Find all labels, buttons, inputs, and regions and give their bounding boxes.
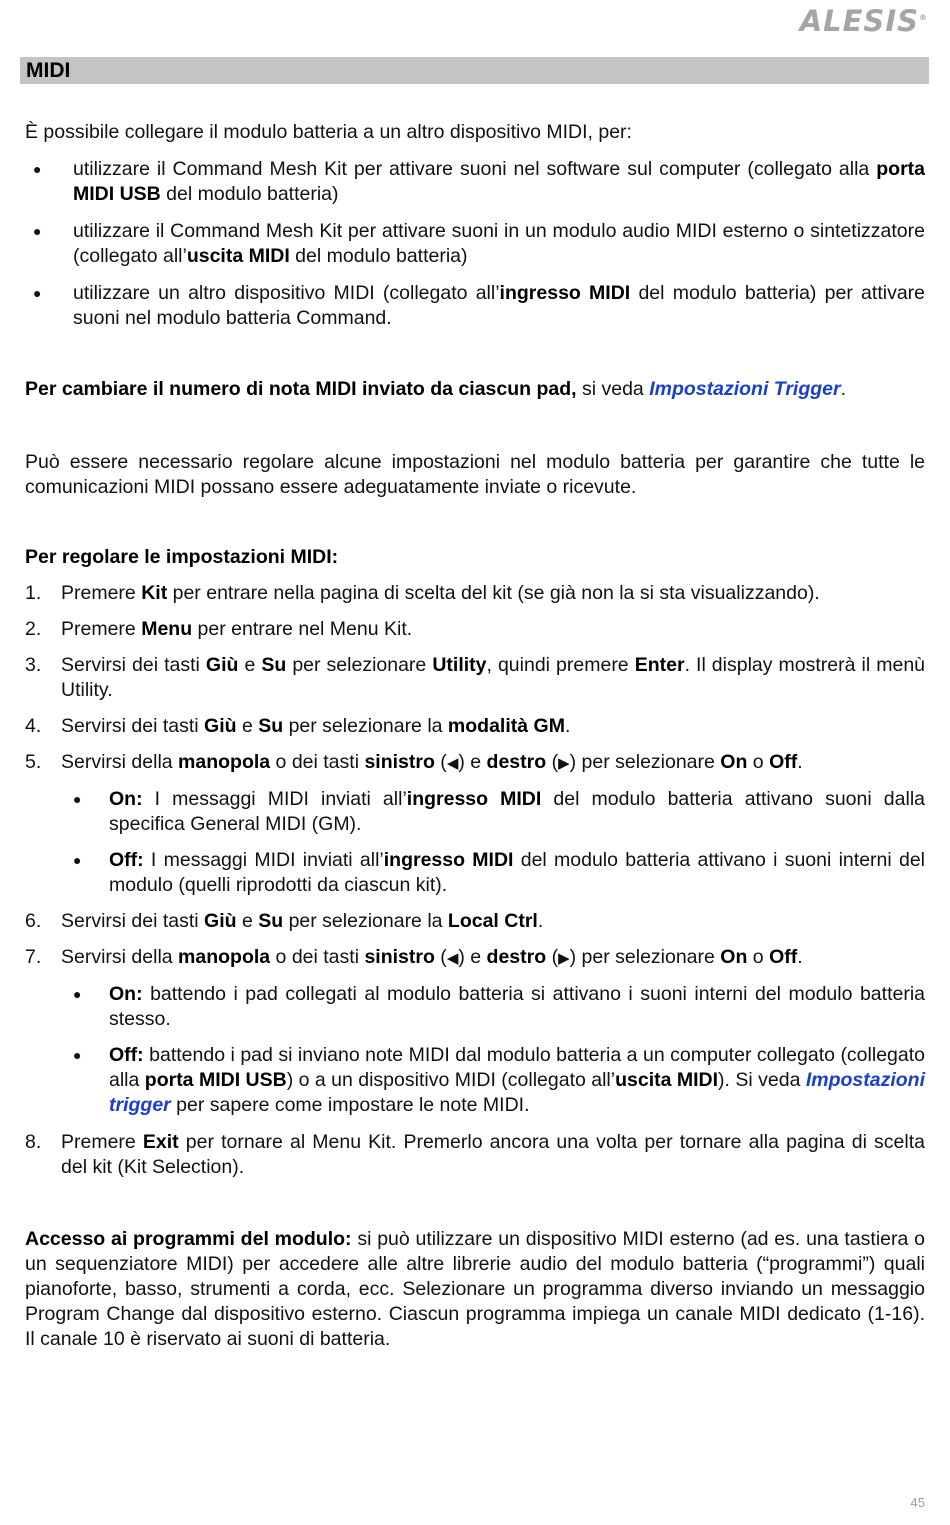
settings-note-paragraph xyxy=(25,450,925,500)
text-run: e xyxy=(238,654,262,676)
text-run: . xyxy=(564,715,571,737)
text-run: . xyxy=(537,910,544,932)
text-run: battendo i pad si inviano note MIDI dal modulo batteria a un computer collegato (collegato alla xyxy=(109,1044,925,1091)
step-7 xyxy=(25,945,925,971)
intro-paragraph xyxy=(25,120,925,145)
trigger-settings-link[interactable]: Impostazioni Trigger xyxy=(649,378,841,400)
brand-logo xyxy=(800,6,928,36)
bold-term: Local Ctrl xyxy=(447,910,538,932)
text-run: ) e xyxy=(458,946,487,968)
bullet-text xyxy=(73,157,925,207)
step-number: 5. xyxy=(25,751,42,773)
step-7-off-option xyxy=(25,1043,925,1118)
bold-term: On: xyxy=(109,983,143,1005)
step-5-on-option xyxy=(25,787,925,837)
text-run: o xyxy=(747,751,770,773)
bold-term: uscita MIDI xyxy=(186,245,290,267)
sub-bullet-text xyxy=(109,787,925,837)
right-arrow-icon: ▶ xyxy=(558,950,570,967)
text-run: I messaggi MIDI inviati all’ xyxy=(143,849,384,871)
text-run: del modulo batteria) per attivare suoni nel modulo batteria Command. xyxy=(73,282,926,329)
text-run: per selezionare la xyxy=(283,910,448,932)
bold-term: Off xyxy=(769,751,798,773)
bold-term: destro xyxy=(486,751,547,773)
step-text xyxy=(61,1130,925,1180)
text-run: per tornare al Menu Kit. Premerlo ancora una volta per tornare alla pagina di scelta del kit (Kit Selection). xyxy=(61,1131,925,1178)
bold-term: Giù xyxy=(204,910,237,932)
step-number: 8. xyxy=(25,1131,42,1153)
step-3 xyxy=(25,653,925,703)
bold-term: Su xyxy=(258,715,284,737)
text-run: Servirsi della xyxy=(61,751,179,773)
programs-bold: Accesso ai programmi del modulo: xyxy=(25,1228,352,1250)
text-run: ). Si veda xyxy=(718,1069,806,1091)
sub-bullet-text xyxy=(109,982,925,1032)
bold-term: manopola xyxy=(178,751,271,773)
bold-term: Su xyxy=(258,910,284,932)
text-run: ( xyxy=(546,751,559,773)
section-title: MIDI xyxy=(26,59,71,82)
step-text xyxy=(61,617,925,642)
step-number: 2. xyxy=(25,618,42,640)
bold-term: porta MIDI USB xyxy=(73,158,925,205)
text-run: del modulo batteria attivano suoni dalla specifica General MIDI (GM). xyxy=(109,788,925,835)
bullet-icon: ● xyxy=(73,791,82,807)
text-run: del modulo batteria) xyxy=(289,245,468,267)
bold-term: uscita MIDI xyxy=(615,1069,719,1091)
bold-term: Off: xyxy=(109,1044,144,1066)
right-arrow-icon: ▶ xyxy=(558,755,570,772)
step-text xyxy=(61,714,925,739)
sub-bullet-text xyxy=(109,1043,925,1118)
text-run: per entrare nella pagina di scelta del kit (se già non la si sta visualizzando). xyxy=(167,582,820,604)
step-text xyxy=(61,581,925,606)
step-1 xyxy=(25,581,925,606)
bullet-icon: ● xyxy=(73,986,82,1002)
bold-term: sinistro xyxy=(364,946,435,968)
bold-term: Su xyxy=(261,654,287,676)
bold-term: Off xyxy=(769,946,798,968)
text-run: e xyxy=(236,715,259,737)
text-run: per selezionare la xyxy=(283,715,448,737)
step-text xyxy=(61,653,925,703)
text-run: ) per selezionare xyxy=(569,751,721,773)
text-run: del modulo batteria) xyxy=(160,183,339,205)
text-run: o xyxy=(747,946,770,968)
intro-bullet-1 xyxy=(25,157,925,207)
step-text xyxy=(61,945,925,971)
step-text xyxy=(61,750,925,776)
bullet-icon: ● xyxy=(73,1047,82,1063)
text-run: ( xyxy=(434,751,447,773)
intro-bullet-3 xyxy=(25,281,925,331)
step-2 xyxy=(25,617,925,642)
text-run: battendo i pad collegati al modulo batteria si attivano i suoni interni del modulo batteria stesso. xyxy=(109,983,925,1030)
bold-term: modalità GM xyxy=(447,715,565,737)
bold-term: Off: xyxy=(109,849,144,871)
text-run: utilizzare il Command Mesh Kit per attivare suoni nel software sul computer (collegato alla xyxy=(73,158,877,180)
bold-term: Kit xyxy=(141,582,168,604)
text-run: Servirsi dei tasti xyxy=(61,715,205,737)
note-change-paragraph xyxy=(25,377,925,402)
bold-term: Enter xyxy=(634,654,685,676)
programs-text: si può utilizzare un dispositivo MIDI esterno (ad es. una tastiera o un sequenziatore MIDI) per accedere alle altre librerie audio del modulo batteria (“programmi”) quali pianoforte, basso, strumenti a corda, ecc. Selezionare un programma diverso inviando un messaggio Program Change dal dispositivo esterno. Ciascun programma impiega un canale MIDI dedicato (1-16). Il canale 10 è riservato ai suoni di batteria. xyxy=(25,1228,925,1350)
intro-text: È possibile collegare il modulo batteria a un altro dispositivo MIDI, per: xyxy=(25,121,632,143)
text-run: I messaggi MIDI inviati all’ xyxy=(142,788,407,810)
steps-heading xyxy=(25,545,925,570)
text-run: . Il display mostrerà il menù Utility. xyxy=(61,654,926,701)
text-run: ( xyxy=(434,946,447,968)
bold-term: ingresso MIDI xyxy=(406,788,542,810)
bullet-icon: ● xyxy=(33,161,42,177)
text-run: si veda xyxy=(576,378,650,400)
text-run: del modulo batteria attivano i suoni interni del modulo (quelli riprodotti da ciascun kit). xyxy=(109,849,925,896)
bold-term: manopola xyxy=(178,946,271,968)
step-number: 1. xyxy=(25,582,42,604)
step-number: 4. xyxy=(25,715,42,737)
text-run: Premere xyxy=(61,1131,143,1153)
note-change-bold: Per cambiare il numero di nota MIDI inviato da ciascun pad, xyxy=(25,378,577,400)
bullet-icon: ● xyxy=(33,285,42,301)
step-4 xyxy=(25,714,925,739)
left-arrow-icon: ◀ xyxy=(446,755,459,772)
text-run: per selezionare xyxy=(286,654,433,676)
step-8 xyxy=(25,1130,925,1180)
bullet-icon: ● xyxy=(33,223,42,239)
text-run: Servirsi della xyxy=(61,946,179,968)
text-run: . xyxy=(840,378,847,400)
step-5 xyxy=(25,750,925,776)
programs-paragraph xyxy=(25,1227,925,1352)
section-header-bar xyxy=(20,57,929,84)
text-run: utilizzare il Command Mesh Kit per attivare suoni in un modulo audio MIDI esterno o sintetizzatore (collegato all’ xyxy=(73,220,925,267)
text-run: Premere xyxy=(61,618,142,640)
text-run: Servirsi dei tasti xyxy=(61,654,206,676)
bold-term: sinistro xyxy=(364,751,435,773)
step-number: 6. xyxy=(25,910,42,932)
bold-term: porta MIDI USB xyxy=(144,1069,287,1091)
text-run: ) e xyxy=(458,751,487,773)
text-run: Servirsi dei tasti xyxy=(61,910,205,932)
bold-term: Giù xyxy=(204,715,237,737)
intro-bullet-2 xyxy=(25,219,925,269)
bold-term: Menu xyxy=(141,618,193,640)
bold-term: On: xyxy=(109,788,143,810)
page-number: 45 xyxy=(910,1495,925,1510)
bold-term: Utility xyxy=(432,654,487,676)
sub-bullet-text xyxy=(109,848,925,898)
bold-term: Exit xyxy=(142,1131,179,1153)
text-run: o dei tasti xyxy=(270,946,365,968)
bullet-icon: ● xyxy=(73,852,82,868)
text-run: per sapere come impostare le note MIDI. xyxy=(170,1094,530,1116)
step-7-on-option xyxy=(25,982,925,1032)
step-number: 3. xyxy=(25,654,42,676)
bold-term: destro xyxy=(486,946,547,968)
bold-term: On xyxy=(720,751,748,773)
text-run: e xyxy=(236,910,259,932)
steps-heading-text: Per regolare le impostazioni MIDI: xyxy=(25,546,339,568)
bold-term: Giù xyxy=(205,654,239,676)
text-run: o dei tasti xyxy=(270,751,365,773)
text-run: , quindi premere xyxy=(486,654,635,676)
bold-term: ingresso MIDI xyxy=(499,282,631,304)
bullet-text xyxy=(73,281,925,331)
step-6 xyxy=(25,909,925,934)
text-run: ) per selezionare xyxy=(569,946,721,968)
registered-mark: ® xyxy=(919,13,928,22)
step-text xyxy=(61,909,925,934)
text-run: . xyxy=(797,751,803,773)
brand-name: ALESIS xyxy=(799,4,919,38)
text-run: utilizzare un altro dispositivo MIDI (collegato all’ xyxy=(73,282,500,304)
text-run: ) o a un dispositivo MIDI (collegato all’ xyxy=(286,1069,616,1091)
left-arrow-icon: ◀ xyxy=(446,950,459,967)
bold-term: On xyxy=(720,946,748,968)
text-run: Premere xyxy=(61,582,142,604)
step-5-off-option xyxy=(25,848,925,898)
bold-term: ingresso MIDI xyxy=(383,849,514,871)
trigger-settings-link[interactable]: Impostazioni trigger xyxy=(109,1069,926,1116)
bullet-text xyxy=(73,219,925,269)
settings-note-text: Può essere necessario regolare alcune impostazioni nel modulo batteria per garantire che tutte le comunicazioni MIDI possano essere adeguatamente inviate o ricevute. xyxy=(25,451,925,498)
text-run: . xyxy=(797,946,803,968)
text-run: ( xyxy=(546,946,559,968)
step-number: 7. xyxy=(25,946,42,968)
text-run: per entrare nel Menu Kit. xyxy=(192,618,413,640)
